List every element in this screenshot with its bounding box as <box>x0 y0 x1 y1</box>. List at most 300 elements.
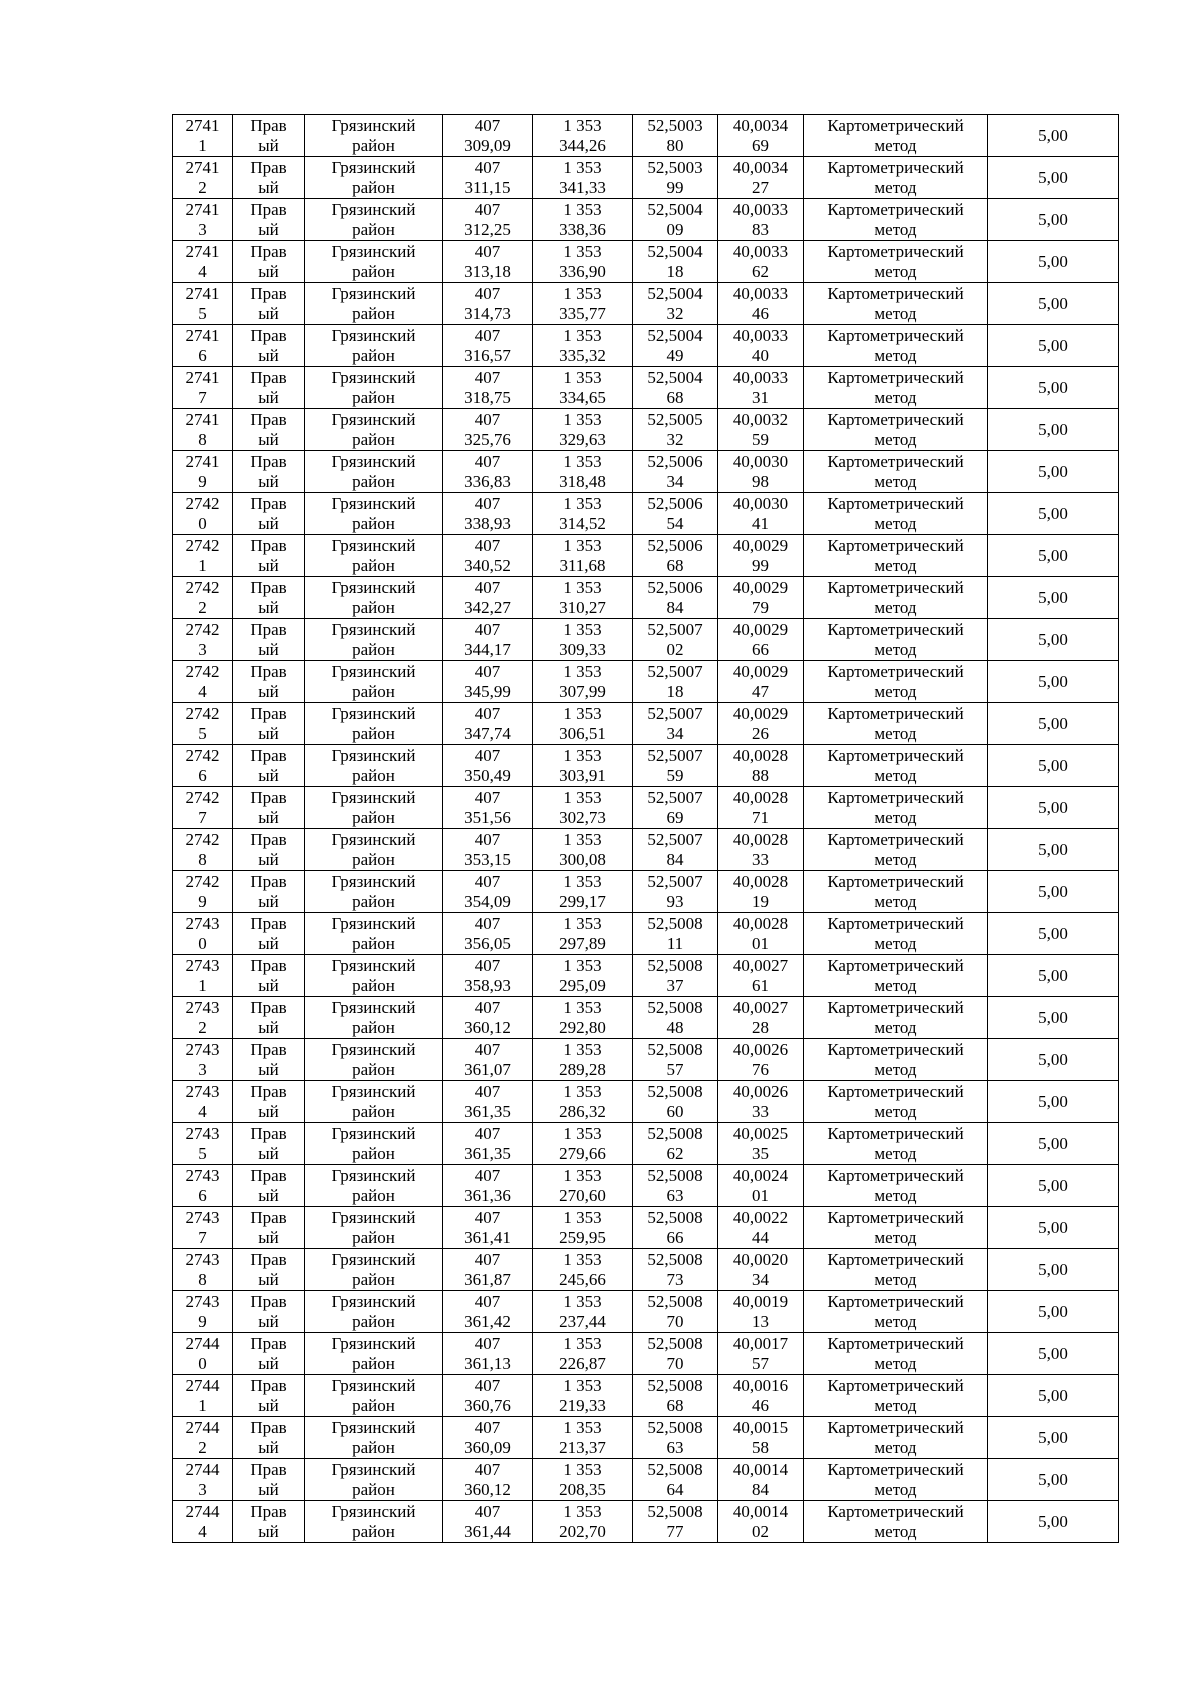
longitude-line-2: 41 <box>752 513 769 533</box>
y-coordinate-cell <box>533 283 633 325</box>
longitude-cell <box>718 1081 804 1123</box>
accuracy-cell: 5,00 <box>988 997 1119 1039</box>
point-number-line-1: 2743 <box>185 1165 220 1185</box>
point-number-cell <box>173 1417 233 1459</box>
point-number-line-2: 8 <box>198 849 207 869</box>
table-row <box>173 703 1119 745</box>
method-cell <box>804 1165 988 1207</box>
accuracy-cell: 5,00 <box>988 619 1119 661</box>
accuracy-cell: 5,00 <box>988 1249 1119 1291</box>
x-coordinate-cell <box>443 661 533 703</box>
point-number-line-1: 2741 <box>185 325 220 345</box>
district-cell <box>305 1333 443 1375</box>
method-line-1: Картометрический <box>827 283 964 303</box>
x-coordinate-line-2: 325,76 <box>464 429 511 449</box>
x-coordinate-line-1: 407 <box>474 703 501 723</box>
longitude-cell <box>718 1459 804 1501</box>
accuracy-cell: 5,00 <box>988 1417 1119 1459</box>
accuracy-cell: 5,00 <box>988 1333 1119 1375</box>
latitude-cell <box>633 115 718 157</box>
point-number-cell <box>173 829 233 871</box>
y-coordinate-cell <box>533 451 633 493</box>
y-coordinate-line-2: 226,87 <box>559 1353 606 1373</box>
method-line-1: Картометрический <box>827 955 964 975</box>
method-cell <box>804 661 988 703</box>
method-line-2: метод <box>874 1227 917 1247</box>
district-line-1: Грязинский <box>331 409 416 429</box>
latitude-line-1: 52,5008 <box>647 1039 703 1059</box>
district-line-2: район <box>352 471 395 491</box>
accuracy-cell: 5,00 <box>988 577 1119 619</box>
longitude-cell <box>718 1333 804 1375</box>
method-line-2: метод <box>874 1437 917 1457</box>
district-line-1: Грязинский <box>331 1375 416 1395</box>
point-number-cell <box>173 997 233 1039</box>
point-number-line-2: 6 <box>198 765 207 785</box>
y-coordinate-cell <box>533 1333 633 1375</box>
bank-side-cell <box>233 913 305 955</box>
bank-side-cell <box>233 1123 305 1165</box>
longitude-cell <box>718 157 804 199</box>
y-coordinate-cell <box>533 535 633 577</box>
latitude-cell <box>633 913 718 955</box>
bank-side-line-2: ый <box>258 1395 279 1415</box>
district-line-1: Грязинский <box>331 955 416 975</box>
x-coordinate-line-2: 312,25 <box>464 219 511 239</box>
method-cell <box>804 325 988 367</box>
bank-side-cell <box>233 619 305 661</box>
bank-side-line-2: ый <box>258 891 279 911</box>
point-number-line-1: 2742 <box>185 619 220 639</box>
accuracy-cell: 5,00 <box>988 661 1119 703</box>
bank-side-line-1: Прав <box>250 1417 287 1437</box>
method-cell <box>804 997 988 1039</box>
y-coordinate-cell <box>533 829 633 871</box>
bank-side-line-1: Прав <box>250 871 287 891</box>
method-cell <box>804 703 988 745</box>
x-coordinate-cell <box>443 913 533 955</box>
method-line-2: метод <box>874 1269 917 1289</box>
latitude-line-2: 70 <box>666 1311 684 1331</box>
method-line-2: метод <box>874 1353 917 1373</box>
bank-side-line-2: ый <box>258 387 279 407</box>
table-row <box>173 1123 1119 1165</box>
x-coordinate-line-2: 361,07 <box>464 1059 511 1079</box>
table-row <box>173 745 1119 787</box>
method-line-1: Картометрический <box>827 409 964 429</box>
x-coordinate-line-1: 407 <box>474 577 501 597</box>
latitude-line-1: 52,5007 <box>647 871 703 891</box>
method-line-2: метод <box>874 513 917 533</box>
district-line-1: Грязинский <box>331 493 416 513</box>
x-coordinate-cell <box>443 955 533 997</box>
point-number-line-2: 7 <box>198 807 207 827</box>
longitude-line-2: 58 <box>752 1437 769 1457</box>
latitude-cell <box>633 325 718 367</box>
table-row <box>173 493 1119 535</box>
method-cell <box>804 241 988 283</box>
x-coordinate-line-2: 361,13 <box>464 1353 511 1373</box>
latitude-line-2: 84 <box>666 597 684 617</box>
accuracy-cell: 5,00 <box>988 115 1119 157</box>
bank-side-line-2: ый <box>258 219 279 239</box>
longitude-line-2: 83 <box>752 219 769 239</box>
point-number-cell <box>173 1123 233 1165</box>
district-line-2: район <box>352 513 395 533</box>
y-coordinate-line-1: 1 353 <box>563 199 602 219</box>
district-cell <box>305 745 443 787</box>
longitude-line-1: 40,0019 <box>732 1291 789 1311</box>
point-number-cell <box>173 1459 233 1501</box>
y-coordinate-line-2: 311,68 <box>559 555 606 575</box>
table-row <box>173 913 1119 955</box>
point-number-cell <box>173 1501 233 1543</box>
latitude-line-1: 52,5005 <box>647 409 703 429</box>
bank-side-line-2: ый <box>258 1479 279 1499</box>
latitude-line-1: 52,5006 <box>647 493 703 513</box>
latitude-line-2: 80 <box>666 135 684 155</box>
x-coordinate-line-2: 347,74 <box>464 723 511 743</box>
bank-side-line-1: Прав <box>250 577 287 597</box>
district-line-1: Грязинский <box>331 913 416 933</box>
accuracy-cell: 5,00 <box>988 451 1119 493</box>
bank-side-line-1: Прав <box>250 745 287 765</box>
point-number-line-1: 2741 <box>185 241 220 261</box>
point-number-line-2: 5 <box>198 1143 207 1163</box>
longitude-line-2: 40 <box>752 345 769 365</box>
point-number-line-1: 2742 <box>185 871 220 891</box>
bank-side-cell <box>233 283 305 325</box>
accuracy-cell: 5,00 <box>988 493 1119 535</box>
method-cell <box>804 787 988 829</box>
method-line-2: метод <box>874 387 917 407</box>
y-coordinate-line-1: 1 353 <box>563 1165 602 1185</box>
bank-side-line-1: Прав <box>250 367 287 387</box>
latitude-line-2: 32 <box>666 429 684 449</box>
method-cell <box>804 115 988 157</box>
longitude-line-1: 40,0033 <box>732 325 789 345</box>
district-cell <box>305 409 443 451</box>
y-coordinate-cell <box>533 577 633 619</box>
district-cell <box>305 1039 443 1081</box>
district-line-1: Грязинский <box>331 1249 416 1269</box>
method-line-1: Картометрический <box>827 199 964 219</box>
point-number-line-1: 2743 <box>185 1081 220 1101</box>
longitude-line-2: 61 <box>752 975 769 995</box>
bank-side-cell <box>233 1081 305 1123</box>
district-cell <box>305 1375 443 1417</box>
point-number-line-2: 2 <box>198 1017 207 1037</box>
longitude-line-1: 40,0027 <box>732 997 789 1017</box>
latitude-line-2: 70 <box>666 1353 684 1373</box>
longitude-line-2: 28 <box>752 1017 769 1037</box>
district-cell <box>305 577 443 619</box>
y-coordinate-line-2: 302,73 <box>559 807 606 827</box>
y-coordinate-line-1: 1 353 <box>563 703 602 723</box>
y-coordinate-line-2: 286,32 <box>559 1101 606 1121</box>
x-coordinate-cell <box>443 1081 533 1123</box>
x-coordinate-cell <box>443 703 533 745</box>
district-line-2: район <box>352 723 395 743</box>
latitude-line-2: 54 <box>666 513 684 533</box>
longitude-line-1: 40,0030 <box>732 451 789 471</box>
y-coordinate-line-1: 1 353 <box>563 1333 602 1353</box>
method-line-1: Картометрический <box>827 1417 964 1437</box>
x-coordinate-cell <box>443 199 533 241</box>
bank-side-line-1: Прав <box>250 283 287 303</box>
method-line-1: Картометрический <box>827 661 964 681</box>
method-line-1: Картометрический <box>827 577 964 597</box>
method-line-2: метод <box>874 975 917 995</box>
method-line-1: Картометрический <box>827 325 964 345</box>
x-coordinate-line-2: 313,18 <box>464 261 511 281</box>
latitude-cell <box>633 157 718 199</box>
method-line-2: метод <box>874 891 917 911</box>
latitude-cell <box>633 1501 718 1543</box>
latitude-cell <box>633 1081 718 1123</box>
x-coordinate-line-2: 353,15 <box>464 849 511 869</box>
latitude-line-1: 52,5004 <box>647 199 703 219</box>
longitude-line-1: 40,0017 <box>732 1333 789 1353</box>
y-coordinate-cell <box>533 115 633 157</box>
y-coordinate-line-1: 1 353 <box>563 325 602 345</box>
y-coordinate-cell <box>533 1165 633 1207</box>
latitude-line-1: 52,5003 <box>647 157 703 177</box>
y-coordinate-line-2: 306,51 <box>559 723 606 743</box>
y-coordinate-line-1: 1 353 <box>563 1249 602 1269</box>
x-coordinate-line-1: 407 <box>474 241 501 261</box>
y-coordinate-line-1: 1 353 <box>563 661 602 681</box>
x-coordinate-line-2: 361,35 <box>464 1143 511 1163</box>
method-line-2: метод <box>874 933 917 953</box>
latitude-line-2: 48 <box>666 1017 684 1037</box>
district-cell <box>305 199 443 241</box>
bank-side-line-2: ый <box>258 1353 279 1373</box>
district-cell <box>305 115 443 157</box>
y-coordinate-line-1: 1 353 <box>563 1291 602 1311</box>
district-line-2: район <box>352 1227 395 1247</box>
latitude-cell <box>633 703 718 745</box>
latitude-line-2: 02 <box>666 639 684 659</box>
latitude-line-2: 68 <box>666 1395 684 1415</box>
x-coordinate-cell <box>443 1165 533 1207</box>
district-line-2: район <box>352 1479 395 1499</box>
district-line-1: Грязинский <box>331 577 416 597</box>
method-line-2: метод <box>874 345 917 365</box>
bank-side-cell <box>233 199 305 241</box>
longitude-line-2: 88 <box>752 765 769 785</box>
x-coordinate-line-1: 407 <box>474 283 501 303</box>
latitude-line-2: 37 <box>666 975 684 995</box>
longitude-line-2: 33 <box>752 1101 769 1121</box>
y-coordinate-cell <box>533 871 633 913</box>
longitude-line-1: 40,0030 <box>732 493 789 513</box>
y-coordinate-line-1: 1 353 <box>563 787 602 807</box>
x-coordinate-line-1: 407 <box>474 451 501 471</box>
bank-side-cell <box>233 1459 305 1501</box>
method-cell <box>804 199 988 241</box>
latitude-line-2: 09 <box>666 219 684 239</box>
bank-side-line-1: Прав <box>250 829 287 849</box>
point-number-line-2: 4 <box>198 681 207 701</box>
method-line-2: метод <box>874 1143 917 1163</box>
method-line-2: метод <box>874 429 917 449</box>
y-coordinate-line-2: 237,44 <box>559 1311 606 1331</box>
longitude-line-1: 40,0014 <box>732 1501 789 1521</box>
point-number-line-1: 2742 <box>185 535 220 555</box>
accuracy-cell: 5,00 <box>988 913 1119 955</box>
accuracy-cell: 5,00 <box>988 1459 1119 1501</box>
latitude-cell <box>633 955 718 997</box>
bank-side-line-1: Прав <box>250 241 287 261</box>
method-line-2: метод <box>874 1017 917 1037</box>
point-number-line-2: 9 <box>198 471 207 491</box>
y-coordinate-line-2: 336,90 <box>559 261 606 281</box>
latitude-cell <box>633 577 718 619</box>
longitude-line-1: 40,0022 <box>732 1207 789 1227</box>
table-row <box>173 577 1119 619</box>
bank-side-cell <box>233 829 305 871</box>
latitude-line-2: 64 <box>666 1479 684 1499</box>
method-cell <box>804 1459 988 1501</box>
point-number-cell <box>173 367 233 409</box>
longitude-line-1: 40,0026 <box>732 1081 789 1101</box>
point-number-line-1: 2741 <box>185 367 220 387</box>
method-cell <box>804 283 988 325</box>
method-cell <box>804 1123 988 1165</box>
method-line-2: метод <box>874 1311 917 1331</box>
x-coordinate-line-1: 407 <box>474 661 501 681</box>
district-line-2: район <box>352 1017 395 1037</box>
point-number-line-1: 2743 <box>185 955 220 975</box>
point-number-line-2: 5 <box>198 723 207 743</box>
x-coordinate-line-2: 361,35 <box>464 1101 511 1121</box>
longitude-cell <box>718 199 804 241</box>
x-coordinate-line-2: 338,93 <box>464 513 511 533</box>
x-coordinate-line-2: 358,93 <box>464 975 511 995</box>
y-coordinate-line-1: 1 353 <box>563 409 602 429</box>
table-row <box>173 1501 1119 1543</box>
y-coordinate-cell <box>533 619 633 661</box>
point-number-line-1: 2741 <box>185 115 220 135</box>
y-coordinate-cell <box>533 367 633 409</box>
table-row <box>173 955 1119 997</box>
y-coordinate-cell <box>533 955 633 997</box>
y-coordinate-cell <box>533 1123 633 1165</box>
point-number-cell <box>173 1291 233 1333</box>
longitude-cell <box>718 745 804 787</box>
bank-side-cell <box>233 787 305 829</box>
longitude-line-1: 40,0029 <box>732 661 789 681</box>
longitude-cell <box>718 1123 804 1165</box>
latitude-line-1: 52,5008 <box>647 1165 703 1185</box>
x-coordinate-line-2: 311,15 <box>464 177 511 197</box>
longitude-line-2: 01 <box>752 1185 769 1205</box>
bank-side-line-2: ый <box>258 555 279 575</box>
method-line-2: метод <box>874 639 917 659</box>
district-line-1: Грязинский <box>331 283 416 303</box>
x-coordinate-cell <box>443 619 533 661</box>
y-coordinate-cell <box>533 325 633 367</box>
method-line-1: Картометрический <box>827 1375 964 1395</box>
longitude-cell <box>718 1417 804 1459</box>
point-number-line-2: 9 <box>198 1311 207 1331</box>
latitude-cell <box>633 1039 718 1081</box>
y-coordinate-line-1: 1 353 <box>563 829 602 849</box>
bank-side-cell <box>233 535 305 577</box>
x-coordinate-cell <box>443 1459 533 1501</box>
method-cell <box>804 619 988 661</box>
latitude-line-2: 93 <box>666 891 684 911</box>
district-cell <box>305 1417 443 1459</box>
x-coordinate-line-1: 407 <box>474 1417 501 1437</box>
latitude-line-1: 52,5006 <box>647 577 703 597</box>
latitude-cell <box>633 241 718 283</box>
x-coordinate-cell <box>443 871 533 913</box>
y-coordinate-line-2: 202,70 <box>559 1521 606 1541</box>
longitude-line-2: 44 <box>752 1227 769 1247</box>
bank-side-line-1: Прав <box>250 913 287 933</box>
longitude-cell <box>718 661 804 703</box>
bank-side-line-1: Прав <box>250 1501 287 1521</box>
y-coordinate-line-1: 1 353 <box>563 955 602 975</box>
latitude-line-1: 52,5006 <box>647 535 703 555</box>
longitude-cell <box>718 493 804 535</box>
y-coordinate-line-1: 1 353 <box>563 1039 602 1059</box>
x-coordinate-line-2: 360,76 <box>464 1395 511 1415</box>
point-number-cell <box>173 745 233 787</box>
longitude-line-2: 99 <box>752 555 769 575</box>
bank-side-line-2: ый <box>258 1269 279 1289</box>
longitude-line-1: 40,0025 <box>732 1123 789 1143</box>
latitude-line-1: 52,5008 <box>647 955 703 975</box>
latitude-cell <box>633 1291 718 1333</box>
method-line-2: метод <box>874 219 917 239</box>
x-coordinate-line-2: 316,57 <box>464 345 511 365</box>
latitude-cell <box>633 661 718 703</box>
table-row <box>173 1039 1119 1081</box>
bank-side-line-1: Прав <box>250 157 287 177</box>
longitude-line-1: 40,0028 <box>732 913 789 933</box>
latitude-cell <box>633 283 718 325</box>
table-row <box>173 451 1119 493</box>
latitude-line-2: 62 <box>666 1143 684 1163</box>
district-line-1: Грязинский <box>331 451 416 471</box>
x-coordinate-line-2: 336,83 <box>464 471 511 491</box>
y-coordinate-cell <box>533 1081 633 1123</box>
district-cell <box>305 451 443 493</box>
x-coordinate-line-1: 407 <box>474 199 501 219</box>
y-coordinate-cell <box>533 1249 633 1291</box>
point-number-line-2: 1 <box>198 135 207 155</box>
point-number-line-2: 7 <box>198 387 207 407</box>
y-coordinate-line-2: 295,09 <box>559 975 606 995</box>
latitude-line-2: 99 <box>666 177 684 197</box>
y-coordinate-line-2: 213,37 <box>559 1437 606 1457</box>
bank-side-line-1: Прав <box>250 1249 287 1269</box>
y-coordinate-line-2: 309,33 <box>559 639 606 659</box>
district-cell <box>305 1123 443 1165</box>
longitude-line-1: 40,0033 <box>732 241 789 261</box>
accuracy-cell: 5,00 <box>988 409 1119 451</box>
bank-side-line-2: ый <box>258 1437 279 1457</box>
longitude-line-1: 40,0034 <box>732 115 789 135</box>
method-cell <box>804 493 988 535</box>
y-coordinate-line-2: 208,35 <box>559 1479 606 1499</box>
accuracy-cell: 5,00 <box>988 787 1119 829</box>
district-line-2: район <box>352 303 395 323</box>
accuracy-cell: 5,00 <box>988 1291 1119 1333</box>
